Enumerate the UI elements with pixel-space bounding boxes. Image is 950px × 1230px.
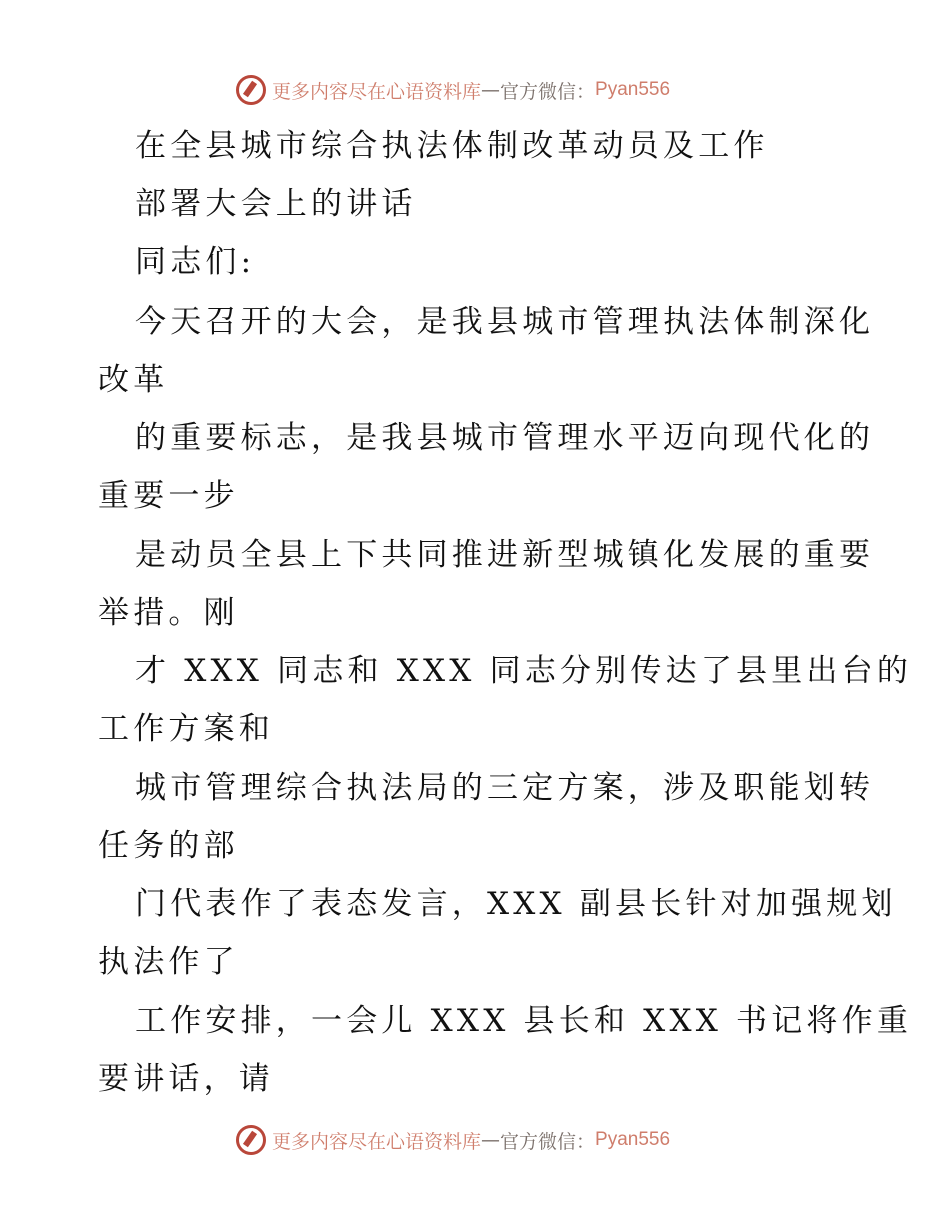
watermark-dash: —: [481, 79, 501, 101]
watermark-account: Pyan556: [595, 1129, 671, 1150]
watermark-label: 官方微信：: [500, 80, 596, 103]
paragraph-line: 今天召开的大会，是我县城市管理执法体制深化: [135, 304, 875, 340]
paragraph-line: 任务的部: [98, 828, 239, 864]
pen-logo-icon: [236, 75, 266, 105]
paragraph-line: 工作安排，一会儿 XXX 县长和 XXX 书记将作重: [135, 1003, 913, 1039]
title-line-2: 部署大会上的讲话: [135, 186, 417, 222]
paragraph-line: 城市管理综合执法局的三定方案，涉及职能划转: [135, 770, 875, 806]
paragraph-line: 要讲话，请: [98, 1061, 274, 1097]
paragraph-line: 的重要标志，是我县城市管理水平迈向现代化的: [135, 420, 875, 456]
paragraph-line: 才 XXX 同志和 XXX 同志分别传达了县里出台的: [135, 653, 913, 689]
header-watermark: [236, 72, 670, 108]
watermark-site: 更多内容尽在心语资料库: [272, 1130, 482, 1153]
watermark-site: 更多内容尽在心语资料库: [272, 80, 482, 103]
paragraph-line: 改革: [98, 362, 169, 398]
paragraph-line: 门代表作了表态发言，XXX 副县长针对加强规划: [135, 886, 897, 922]
paragraph-line: 重要一步: [98, 478, 239, 514]
paragraph-line: 执法作了: [98, 944, 239, 980]
watermark-label: 官方微信：: [500, 1130, 596, 1153]
paragraph-line: 是动员全县上下共同推进新型城镇化发展的重要: [135, 537, 875, 573]
title-line-1: 在全县城市综合执法体制改革动员及工作: [135, 128, 769, 164]
pen-logo-icon: [236, 1125, 266, 1155]
salutation: 同志们:: [135, 244, 256, 280]
paragraph-line: 举措。刚: [98, 595, 239, 631]
watermark-account: Pyan556: [595, 79, 671, 100]
footer-watermark: [236, 1122, 670, 1158]
watermark-dash: —: [481, 1129, 501, 1151]
paragraph-line: 工作方案和: [98, 711, 274, 747]
